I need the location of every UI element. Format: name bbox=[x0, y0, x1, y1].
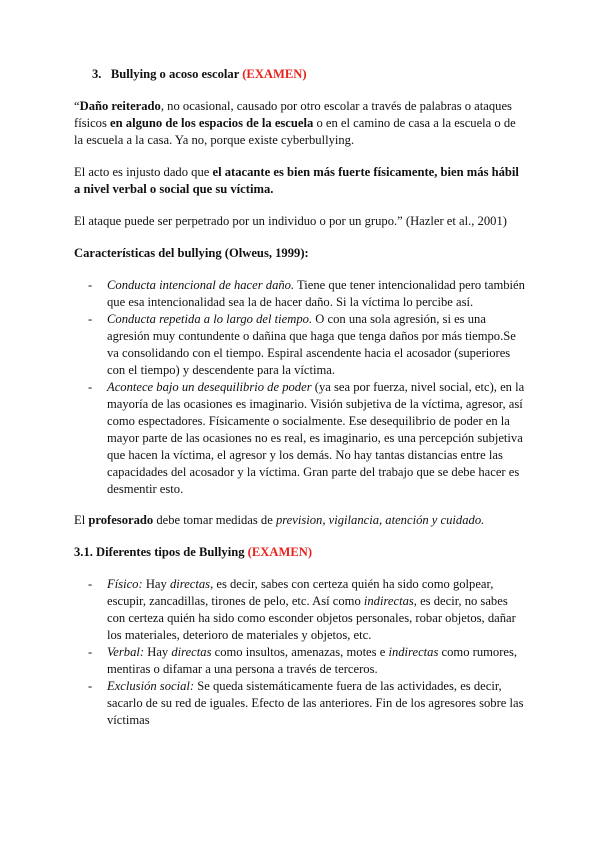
text-run: debe tomar medidas de bbox=[153, 513, 276, 527]
text-run: , es decir, sabes con certeza quién ha sido como golpear, escupir, zancadillas, tirones de pelo, etc. Así como bbox=[107, 577, 494, 608]
section-3-1-exam-tag: (EXAMEN) bbox=[247, 545, 313, 559]
characteristic-item-intentional bbox=[74, 277, 526, 311]
italic-text: Conducta intencional de hacer daño. bbox=[107, 278, 295, 292]
text-run: O con una sola agresión, si es una agresión muy contundente o dañina que haga que tenga daños por más tiempo.Se va consolidando con el tiempo. Espiral ascendente hacia el acosador (superiores con el tiempo) y descendente para la víctima. bbox=[107, 312, 516, 377]
italic-text: indirectas bbox=[363, 594, 414, 608]
text-run: como insultos, amenazas, motes e bbox=[211, 645, 389, 659]
section-3-title: Bullying o acoso escolar bbox=[110, 67, 240, 81]
bold-text: Daño reiterado bbox=[79, 99, 161, 113]
italic-text: directas bbox=[171, 645, 212, 659]
italic-text: Verbal: bbox=[107, 645, 145, 659]
section-3-1-title: 3.1. Diferentes tipos de Bullying bbox=[74, 545, 245, 559]
characteristics-heading: Características del bullying (Olweus, 1999): bbox=[74, 246, 309, 260]
characteristic-item-repeated bbox=[74, 311, 526, 379]
bullying-type-physical bbox=[74, 576, 526, 644]
italic-text: directas bbox=[169, 577, 211, 591]
italic-text: Acontece bajo un desequilibrio de poder bbox=[107, 380, 312, 394]
text-run: o en el camino de casa a la escuela o de la escuela a la casa. Ya no, porque existe cyberbullying. bbox=[74, 116, 516, 147]
text-run: El acto es injusto dado que bbox=[74, 165, 213, 179]
text-run: Hay bbox=[144, 645, 172, 659]
text-run: como rumores, mentiras o difamar a una persona a través de terceros. bbox=[107, 645, 518, 676]
italic-text: prevision, vigilancia, atención y cuidado. bbox=[275, 513, 485, 527]
bullying-type-verbal bbox=[74, 644, 526, 678]
text-run: (ya sea por fuerza, nivel social, etc), en la mayoría de las ocasiones es imaginario. Visión subjetiva de la víctima, agresor, así como espectadores. Físicamente o socialmente. Ese desequilibrio de poder en la mayor parte de las ocasiones no es real, es imaginario, es una percepción subjetiva que hacen la víctima, el agresor y los demás. No hay tantas distancias entre las capacidades del acosador y la víctima. Gran parte del trabajo que se debe hacer es desmentir esto. bbox=[107, 380, 525, 496]
bold-text: en alguno de los espacios de la escuela bbox=[110, 116, 314, 130]
bold-text: profesorado bbox=[88, 513, 154, 527]
definition-paragraph-2 bbox=[74, 164, 526, 198]
section-3-1-heading bbox=[74, 544, 526, 561]
italic-text: Conducta repetida a lo largo del tiempo. bbox=[107, 312, 313, 326]
section-3-heading bbox=[92, 66, 526, 83]
definition-paragraph-3 bbox=[74, 213, 526, 230]
teachers-paragraph bbox=[74, 512, 526, 529]
section-3-exam-tag: (EXAMEN) bbox=[242, 67, 307, 81]
definition-paragraph-1 bbox=[74, 98, 526, 149]
text-run: , es decir, no sabes con certeza quién ha sido como esconder objetos personales, robar objetos, dañar los materiales, deterioro de materiales y objetos, etc. bbox=[107, 594, 516, 642]
italic-text: indirectas bbox=[388, 645, 439, 659]
document-page bbox=[74, 66, 526, 743]
bullying-type-social-exclusion bbox=[74, 678, 526, 729]
italic-text: Físico: bbox=[107, 577, 143, 591]
text-run: “ bbox=[74, 99, 80, 113]
text-run: Se queda sistemáticamente fuera de las actividades, es decir, sacarlo de su red de iguales. Efecto de las anteriores. Fin de los agresores sobre las víctimas bbox=[107, 679, 524, 727]
text-run: El ataque puede ser perpetrado por un individuo o por un grupo.” (Hazler et al., 2001) bbox=[74, 214, 507, 228]
characteristic-item-power-imbalance bbox=[74, 379, 526, 498]
text-run: El bbox=[74, 513, 89, 527]
text-run: Hay bbox=[142, 577, 170, 591]
bold-text: el atacante es bien más fuerte físicamente, bien más hábil a nivel verbal o social que su víctima. bbox=[74, 165, 519, 196]
italic-text: Exclusión social: bbox=[107, 679, 195, 693]
section-3-number: 3. bbox=[92, 67, 102, 81]
text-run: Tiene que tener intencionalidad pero también que esa intencionalidad sea la de hacer daño. Si la víctima lo percibe así. bbox=[107, 278, 525, 309]
text-run: , no ocasional, causado por otro escolar a través de palabras o ataques físicos bbox=[74, 99, 512, 130]
bullying-types-list bbox=[74, 576, 526, 729]
characteristics-list bbox=[74, 277, 526, 498]
